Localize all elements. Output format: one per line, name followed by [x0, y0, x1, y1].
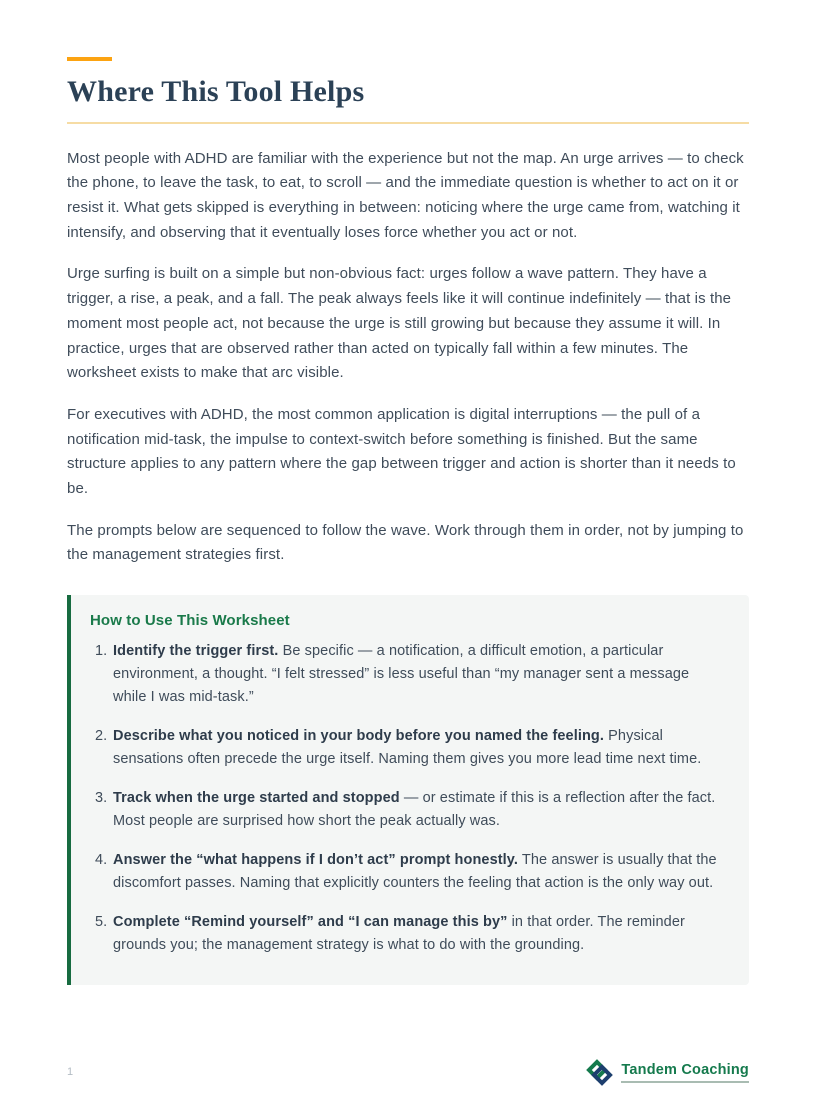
- intro-paragraph: For executives with ADHD, the most common application is digital interruptions — the pull of a notification mid-task, the impulse to context-switch before something is finished. But the same structure applies to any pattern where the gap between trigger and action is shorter than it needs to be.: [67, 405, 736, 498]
- list-item-body: — or estimate if this is a reflection after the fact. Most people are surprised how short the peak actually was.: [113, 790, 716, 830]
- page-title: Where This Tool Helps: [67, 75, 365, 108]
- list-item-lead: Answer the “what happens if I don’t act” prompt honestly.: [113, 852, 519, 869]
- brand-name: Tandem Coaching: [621, 1062, 749, 1083]
- list-item: [113, 640, 721, 709]
- intro-paragraph: The prompts below are sequenced to follow the wave. Work through them in order, not by jumping to the management strategies first.: [67, 521, 744, 564]
- list-item: [113, 787, 721, 833]
- list-item: [113, 911, 721, 957]
- instruction-list: [90, 640, 721, 957]
- tandem-logo-icon: [586, 1059, 613, 1086]
- list-item-lead: Complete “Remind yourself” and “I can manage this by”: [113, 914, 508, 931]
- list-item-lead: Track when the urge started and stopped: [113, 790, 400, 807]
- accent-bar: [67, 57, 112, 61]
- list-item-lead: Describe what you noticed in your body before you named the feeling.: [113, 728, 605, 745]
- intro-paragraph: Urge surfing is built on a simple but non-obvious fact: urges follow a wave pattern. They have a trigger, a rise, a peak, and a fall. The peak always feels like it will continue indefinitely — that is the moment most people act, not because the urge is still growing but because they assume it will. In practice, urges that are observed rather than acted on typically fall within a few minutes. The worksheet exists to make that arc visible.: [67, 265, 732, 382]
- document-page: [0, 57, 816, 1113]
- list-item-body: Physical sensations often precede the urge itself. Naming them gives you more lead time next time.: [113, 728, 702, 768]
- page-footer: [67, 1059, 749, 1093]
- how-to-use-callout: [67, 595, 749, 985]
- list-item: [113, 725, 721, 771]
- intro-paragraph: Most people with ADHD are familiar with the experience but not the map. An urge arrives — to check the phone, to leave the task, to eat, to scroll — and the immediate question is whether to act on it or resist it. What gets skipped is everything in between: noticing where the urge came from, watching it intensify, and observing that it eventually loses force whether you act or not.: [67, 149, 744, 241]
- list-item-body: The answer is usually that the discomfort passes. Naming that explicitly counters the feeling that action is the only way out.: [113, 852, 717, 892]
- list-item-body: in that order. The reminder grounds you; the management strategy is what to do with the grounding.: [113, 914, 685, 954]
- page-number: 1: [67, 1066, 74, 1078]
- intro-section: [67, 147, 749, 569]
- brand-logo: [586, 1059, 749, 1086]
- callout-heading: How to Use This Worksheet: [90, 612, 290, 630]
- list-item: [113, 849, 721, 895]
- list-item-lead: Identify the trigger first.: [113, 643, 279, 660]
- list-item-body: Be specific — a notification, a difficult emotion, a particular environment, a thought. “I felt stressed” is less useful than “my manager sent a message while I was mid-task.”: [113, 643, 690, 706]
- title-divider: [67, 122, 749, 124]
